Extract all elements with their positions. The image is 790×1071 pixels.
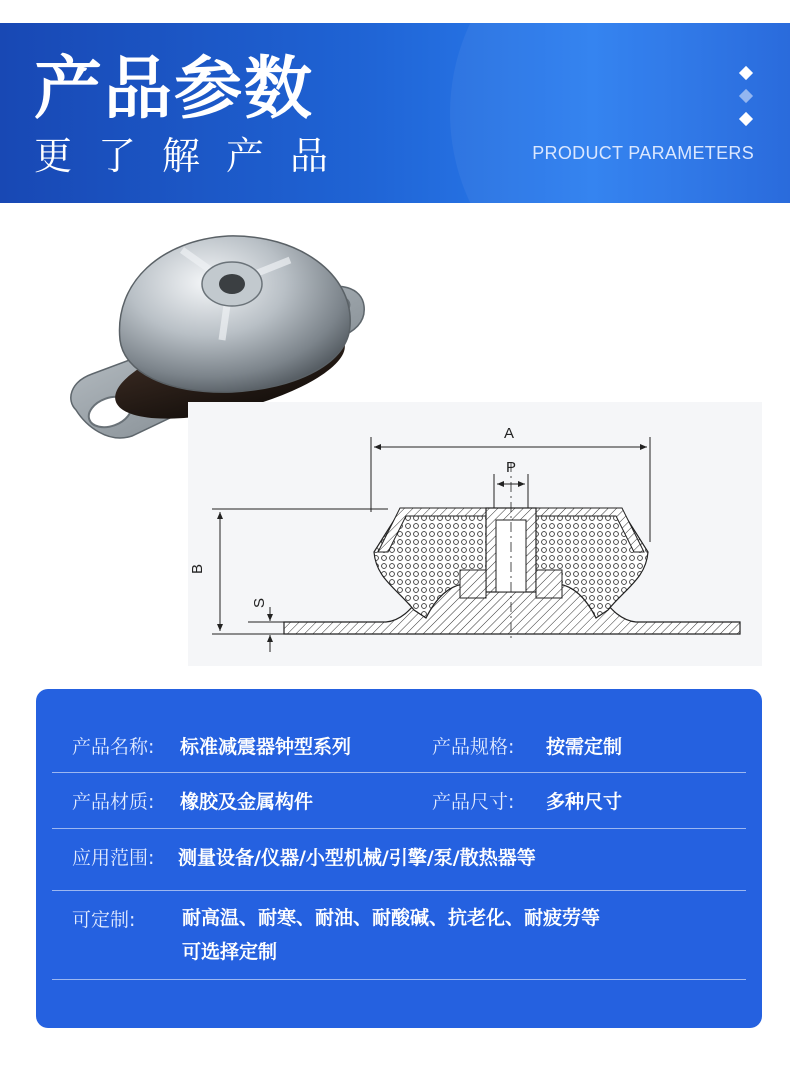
application-value: 测量设备/仪器/小型机械/引擎/泵/散热器等 — [178, 847, 536, 869]
name-value: 标准减震器钟型系列 — [180, 736, 352, 758]
customize-label: 可定制: — [72, 909, 136, 931]
header-banner — [0, 23, 790, 203]
name-label: 产品名称: — [72, 736, 155, 758]
page-title: 产品参数 — [34, 50, 315, 129]
param-row — [52, 689, 746, 773]
param-row — [52, 829, 746, 891]
param-row — [52, 773, 746, 829]
material-label: 产品材质: — [72, 791, 155, 813]
size-label: 产品尺寸: — [432, 791, 515, 813]
english-title: PRODUCT PARAMETERS — [532, 143, 754, 163]
diamond-icon — [739, 112, 753, 126]
dimension-b-label: B — [189, 563, 206, 574]
diamond-icon — [739, 89, 753, 103]
dimension-a-label: A — [504, 425, 515, 442]
dimension-p-label: P — [506, 459, 517, 476]
dimension-s-label: S — [251, 597, 268, 608]
material-value: 橡胶及金属构件 — [180, 791, 314, 813]
param-row — [52, 891, 746, 980]
parameter-panel — [36, 689, 762, 1028]
customize-value-line2: 可选择定制 — [182, 941, 278, 963]
size-value: 多种尺寸 — [546, 791, 623, 813]
technical-drawing — [188, 402, 762, 666]
diamond-icon — [739, 66, 753, 80]
page-subtitle: 更了解产品 — [34, 134, 355, 178]
customize-value-line1: 耐高温、耐寒、耐油、耐酸碱、抗老化、耐疲劳等 — [182, 907, 601, 929]
spec-value: 按需定制 — [546, 736, 623, 758]
application-label: 应用范围: — [72, 847, 155, 869]
spec-label: 产品规格: — [432, 736, 515, 758]
